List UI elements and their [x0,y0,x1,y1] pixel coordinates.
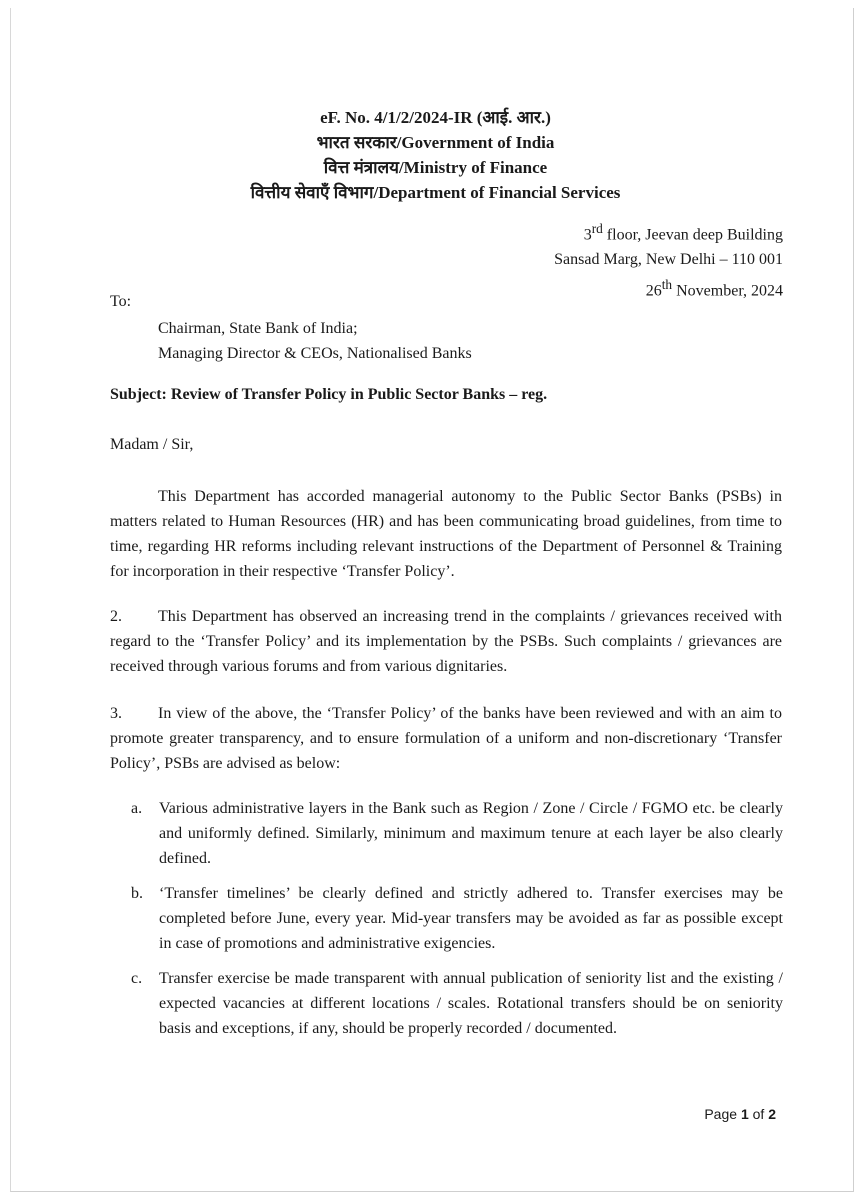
government-name: भारत सरकार/Government of India [316,133,555,152]
salutation: Madam / Sir, [110,436,194,453]
page-word: Page [704,1106,738,1122]
paragraph-2-text: This Department has observed an increasing trend in the complaints / grievances received with regard to the ‘Transfer Policy’ and its implementation by the PSBs. Such complaints / grievances are received through various forums and from various dignitaries. [110,608,782,675]
list-item-text: Transfer exercise be made transparent with annual publication of seniority list and the existing / expected vacancies at different locations / scales. Rotational transfers should be on seniority basis and exceptions, if any, should be properly recorded / documented. [159,970,783,1037]
page-total: 2 [768,1106,776,1122]
advisory-list [131,796,783,1051]
page-number [704,1106,776,1122]
subject-line: Subject: Review of Transfer Policy in Public Sector Banks – reg. [110,386,548,403]
list-item [131,966,783,1041]
letter-header [0,105,866,205]
paragraph-2 [110,604,782,679]
paragraph-3-number: 3. [110,705,122,722]
paragraph-3-text: In view of the above, the ‘Transfer Policy’ of the banks have been reviewed and with an aim to promote greater transparency, and to ensure formulation of a uniform and non-discretionary ‘Transfer Policy’, PSBs are advised as below: [110,705,782,772]
list-item-text: Various administrative layers in the Bank such as Region / Zone / Circle / FGMO etc. be clearly and uniformly defined. Similarly, minimum and maximum tenure at each layer be also clearly defined. [159,800,783,867]
list-item-text: ‘Transfer timelines’ be clearly defined and strictly adhered to. Transfer exercises may be completed before June, every year. Mid-year transfers may be avoided as far as possible except in case of promotions and administrative exigencies. [159,885,783,952]
address-line-floor [554,216,783,247]
sender-address [554,216,783,304]
date-text: November, 2024 [672,282,783,300]
date-day: 26 [645,282,662,300]
list-item-marker: c. [131,970,143,987]
floor-text: floor, Jeevan deep Building [602,226,783,244]
paragraph-2-number: 2. [110,608,122,625]
file-number: eF. No. 4/1/2/2024-IR (आई. आर.) [320,108,551,127]
paragraph-3 [110,701,782,776]
ministry-name: वित्त मंत्रालय/Ministry of Finance [323,158,548,177]
letter-date [554,272,783,303]
list-item [131,796,783,871]
list-item [131,881,783,956]
date-suffix: th [661,277,673,293]
paragraph-1 [110,484,782,584]
recipient-line: Managing Director & CEOs, Nationalised Banks [158,345,472,362]
paragraph-1-text: This Department has accorded managerial autonomy to the Public Sector Banks (PSBs) in matters related to Human Resources (HR) and has been communicating broad guidelines, from time to time, regarding HR reforms including relevant instructions of the Department of Personnel & Training for incorporation in their respective ‘Transfer Policy’. [110,488,782,580]
page-of: of [752,1106,765,1122]
to-label: To: [110,293,132,310]
page-current: 1 [740,1106,749,1122]
department-name: वित्तीय सेवाएँ विभाग/Department of Financial Services [250,183,621,202]
recipients [158,316,472,366]
list-item-marker: b. [131,885,143,902]
floor-suffix: rd [591,221,603,236]
list-item-marker: a. [131,800,143,817]
recipient-line: Chairman, State Bank of India; [158,320,358,337]
address-line-street: Sansad Marg, New Delhi – 110 001 [554,251,783,269]
floor-number: 3 [583,226,592,244]
